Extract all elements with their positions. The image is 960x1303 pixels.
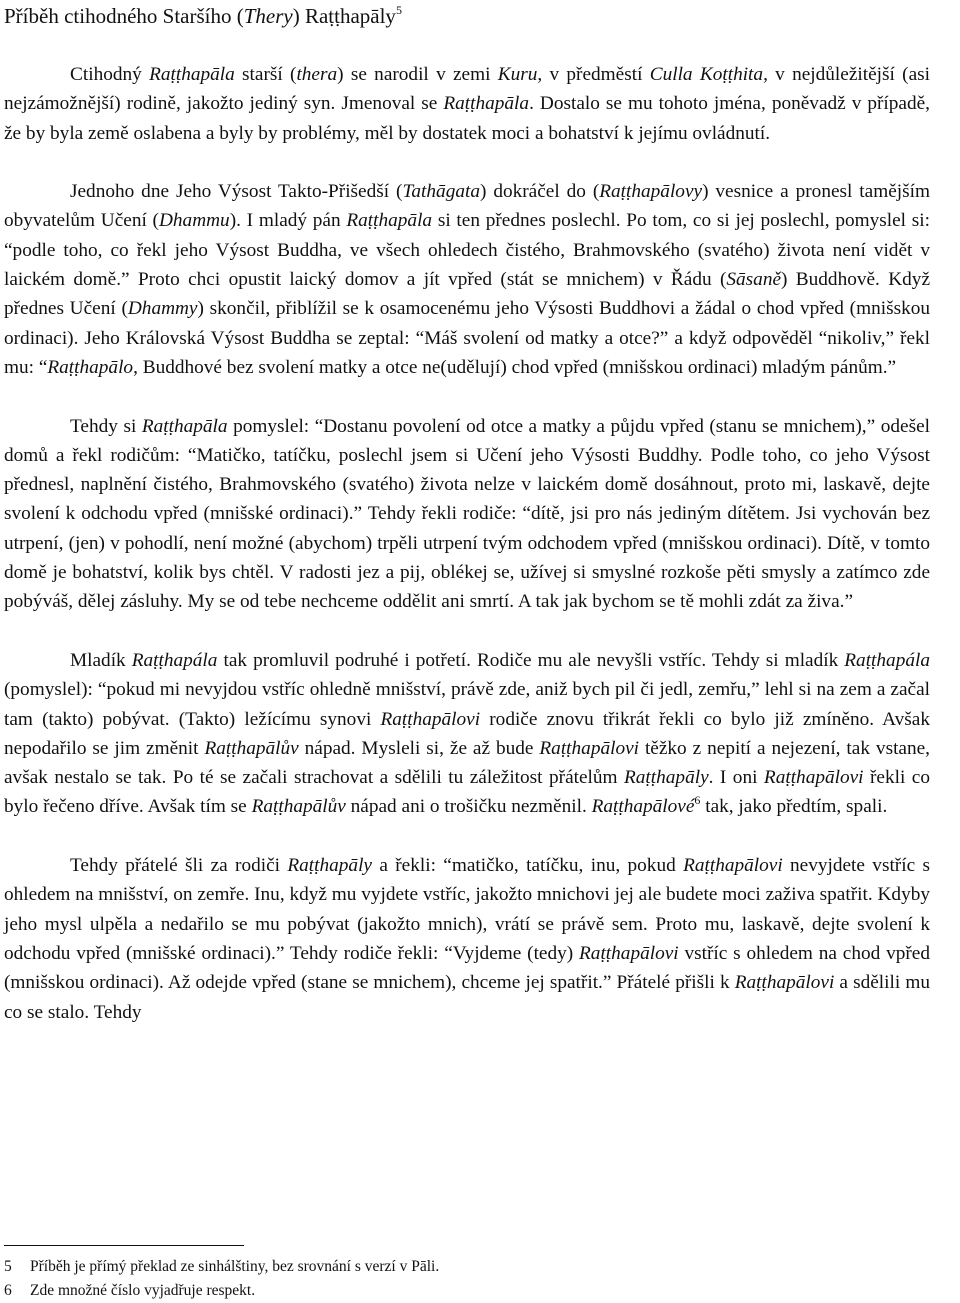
- italic-term: Raṭṭhapālovi: [380, 708, 481, 730]
- italic-term: Raṭṭhapāly: [624, 767, 709, 789]
- italic-term: Raṭṭhapālovi: [683, 855, 783, 877]
- text-run: ). I mladý pán: [229, 210, 347, 232]
- title-text: Příběh ctihodného Staršího (: [4, 4, 244, 28]
- text-run: , v předměstí: [537, 64, 650, 85]
- italic-term: Raṭṭhapālovi: [579, 942, 679, 964]
- italic-term: Dhammu: [158, 210, 230, 232]
- text-run: Mladík: [70, 649, 132, 671]
- text-run: . Dostalo se mu tohoto jména, poněvadž v případě, že by byla země oslabena a byly by problémy, měl by dostatek moci a bohatství k jejímu ovládnutí.: [4, 93, 930, 144]
- text-run: nápad. Mysleli si, že až bude: [298, 737, 540, 759]
- italic-term: Raṭṭhapālovy: [599, 181, 703, 203]
- footnote: [4, 1279, 439, 1303]
- italic-term: Raṭṭhapāly: [287, 855, 372, 877]
- text-run: , Buddhové bez svolení matky a otce ne(udělují) chod vpřed (mnišskou ordinaci) mladým pánům.”: [133, 356, 897, 378]
- italic-term: Dhammy: [127, 298, 198, 320]
- title-after: ) Raṭṭhapāly: [292, 4, 396, 28]
- footnote-ref: 5: [395, 3, 402, 17]
- footnote-divider: [4, 1245, 244, 1246]
- text-run: Ctihodný: [70, 64, 150, 85]
- italic-term: Sāsaně: [726, 269, 782, 291]
- italic-term: Raṭṭhapála: [131, 649, 218, 671]
- italic-term: Raṭṭhapāla: [346, 210, 433, 232]
- paragraph: [4, 177, 930, 382]
- italic-term: thera: [296, 64, 338, 85]
- footnotes: [4, 1255, 439, 1303]
- text-run: ) dokráčel do (: [479, 181, 600, 203]
- text-run: a sdělili mu co se stalo. Tehdy: [4, 972, 930, 1023]
- footnote-text: Příběh je přímý překlad ze sinhálštiny, bez srovnání s verzí v Pāli.: [30, 1258, 440, 1275]
- text-run: starší (: [234, 64, 297, 85]
- text-run: tak, jako předtím, spali.: [700, 796, 888, 818]
- text-run: , v nejdůležitější (asi nejzámožnější) rodině, jakožto jediný syn. Jmenoval se: [4, 64, 930, 115]
- text-run: vstříc s ohledem na chod vpřed (mnišskou ordinaci). Až odejde vpřed (stane se mnichem), chceme jej spatřit.” Přátelé přišli k: [4, 942, 930, 994]
- italic-term: Tathāgata: [402, 181, 480, 203]
- footnote-text: Zde množné číslo vyjadřuje respekt.: [30, 1282, 256, 1299]
- text-run: ) vesnice a pronesl tamějším obyvatelům Učení (: [4, 181, 930, 232]
- paragraph: [4, 646, 930, 822]
- footnote-number: 5: [4, 1258, 12, 1275]
- body-text: [4, 60, 930, 1056]
- text-run: ) skončil, přiblížil se k osamocenému jeho Výsosti Buddhovi a žádal o chod vpřed (mnišskou ordinaci). Jeho Královská Výsost Buddha se zeptal: “Máš svolení od matky a otce?” a když odpověděl “nikoliv,” řekl mu: “: [4, 298, 930, 378]
- text-run: a řekli: “matičko, tatíčku, inu, pokud: [372, 855, 684, 877]
- italic-term: Raṭṭhapāla: [141, 415, 228, 437]
- text-run: pomyslel: “Dostanu povolení od otce a matky a půjdu vpřed (stanu se mnichem),” odešel domů a řekl rodičům: “Matičko, tatíčku, poslechl jsem si Učení jeho Výsosti Buddhy. Podle toho, co jeho Výsost přednesl, naplnění čistého, Brahmovského (svatého) života nelze v laickém domě dosáhnout, proto mi, laskavě, dejte svolení k odchodu vpřed (mnišské ordinaci).” Tehdy řekli rodiče: “dítě, jsi pro nás jediným dítětem. Jsi vychován bez utrpení, (jen) v pohodlí, není možné (abychom) trpěli utrpení tvým odchodem vpřed (mnišskou ordinaci). Dítě, v tomto domě je bohatství, kolik bys chtěl. V radosti jez a pij, oblékej se, užívej si smyslné rozkoše pěti smysly a zatímco zde pobýváš, dělej zásluhy. My se od tebe nechceme oddělit ani smrtí. A tak jak bychom se tě mohli zdát za živa.”: [4, 415, 930, 613]
- italic-term: Raṭṭhapālův: [251, 796, 346, 818]
- text-run: tak promluvil podruhé i potřetí. Rodiče mu ale nevyšli vstříc. Tehdy si mladík: [217, 649, 845, 671]
- title-italic: Thery: [243, 4, 293, 28]
- italic-term: Raṭṭhapālo: [47, 356, 134, 378]
- text-run: nevyjdete vstříc s ohledem na mnišství, on zemře. Inu, když mu vyjdete vstříc, jakožto mnichovi jej ale budete moci zaživa spatřit. Kdyby jeho mysl ulpěla a nedařilo se mu pobývat (jakožto mnich), vrátí se právě sem. Proto mu, laskavě, dejte svolení k odchodu vpřed (mnišské ordinaci).” Tehdy rodiče řekli: “Vyjdeme (tedy): [4, 855, 930, 964]
- italic-term: Raṭṭhapālův: [204, 737, 299, 759]
- text-run: (pomyslel): “pokud mi nevyjdou vstříc ohledně mnišství, právě zde, aniž bych pil či jedl, zemřu,” lehl si na zem a začal tam (takto) pobývat. (Takto) ležícímu synovi: [4, 679, 930, 730]
- text-run: si ten přednes poslechl. Po tom, co si jej poslechl, pomyslel si: “podle toho, co řekl jeho Výsost Buddha, ve všech ohledech čistého, Brahmovského (svatého) života není vidět v laickém domě.” Proto chci opustit laický domov a jít vpřed (stát se mnichem) v Řádu (: [4, 210, 930, 291]
- text-run: řekli co bylo řečeno dříve. Avšak tím se: [4, 767, 930, 818]
- italic-term: Raṭṭhapāla: [149, 64, 235, 85]
- italic-term: Kuru: [497, 64, 538, 85]
- text-run: těžko z nepití a nejezení, tak vstane, avšak nestalo se tak. Po té se začali strachovat a sdělili tu záležitost přátelům: [4, 737, 931, 789]
- paragraph: [4, 60, 930, 148]
- text-run: ) se narodil v zemi: [337, 64, 498, 85]
- text-run: Jednoho dne Jeho Výsost Takto-Přišedší (: [70, 181, 403, 203]
- text-run: . I oni: [708, 767, 764, 789]
- text-run: Tehdy si: [70, 415, 142, 437]
- italic-term: Raṭṭhapālovi: [734, 972, 835, 994]
- footnote: [4, 1255, 439, 1279]
- italic-term: Raṭṭhapālové: [591, 796, 695, 818]
- italic-term: Raṭṭhapālovi: [763, 767, 864, 789]
- italic-term: Culla Koṭṭhita: [649, 64, 764, 85]
- footnote-ref: 6: [694, 793, 701, 808]
- text-run: rodiče znovu třikrát řekli co bylo již zmíněno. Avšak nepodařilo se jim změnit: [4, 708, 930, 759]
- page-title: [4, 4, 402, 28]
- text-run: nápad ani o trošičku nezměnil.: [345, 796, 592, 818]
- footnote-number: 6: [4, 1282, 12, 1299]
- text-run: Tehdy přátelé šli za rodiči: [70, 855, 288, 877]
- italic-term: Raṭṭhapālovi: [539, 737, 640, 759]
- paragraph: [4, 851, 930, 1027]
- italic-term: Raṭṭhapála: [844, 649, 930, 671]
- paragraph: [4, 412, 930, 617]
- italic-term: Raṭṭhapāla: [443, 93, 530, 115]
- text-run: ) Buddhově. Když přednes Učení (: [4, 269, 930, 320]
